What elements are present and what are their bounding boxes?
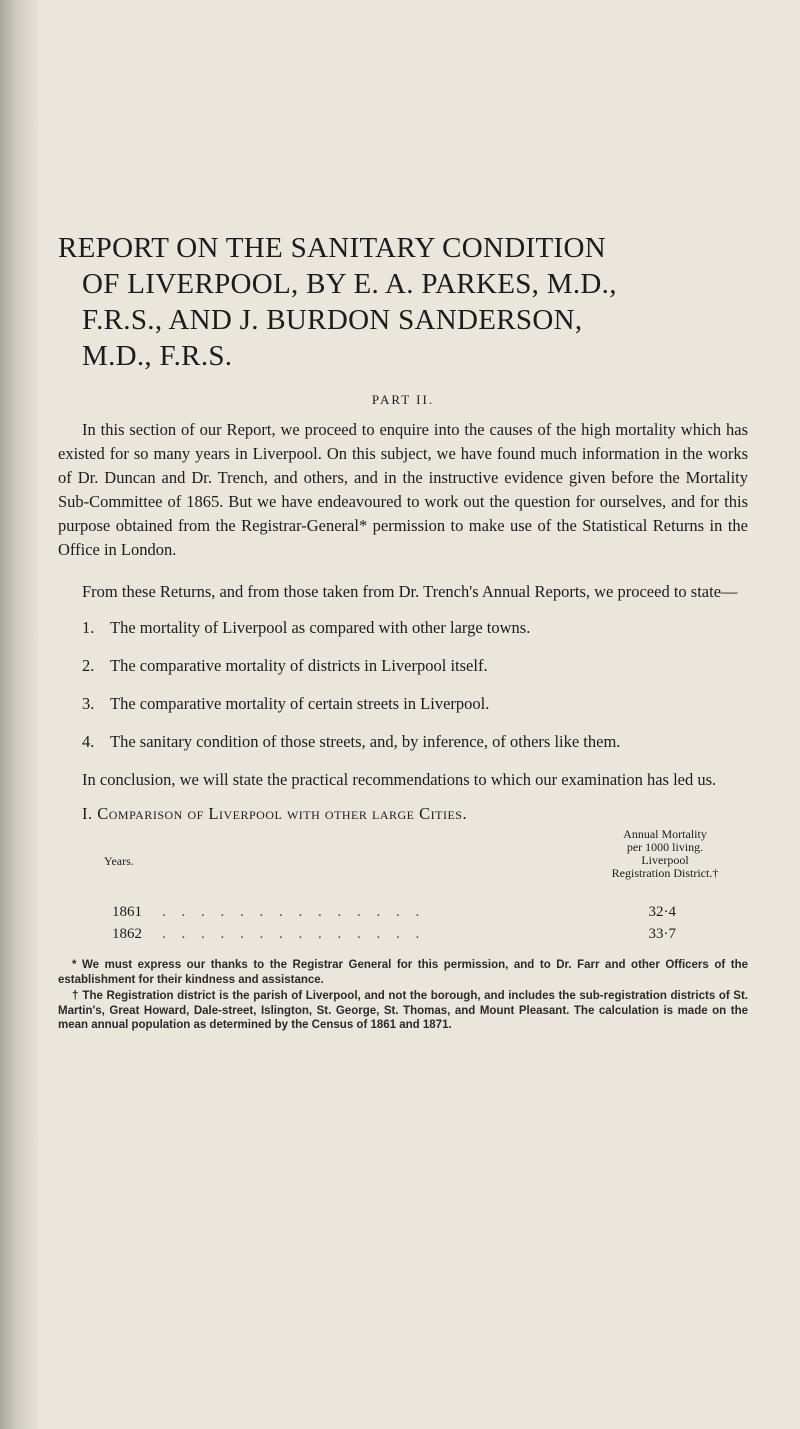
row-year: 1862 (112, 926, 142, 942)
row-leader: . . . . . . . . . . . . . . (162, 926, 426, 942)
page-edge-shadow (0, 0, 38, 1429)
report-title (58, 230, 748, 374)
conclusion-paragraph: In conclusion, we will state the practical recommendations to which our examination has led us. (82, 770, 717, 789)
topic-list (58, 616, 748, 754)
header-line: Liverpool (641, 853, 689, 867)
list-item (58, 654, 748, 678)
title-line: M.D., F.R.S. (82, 340, 233, 372)
column-header-years: Years. (104, 854, 134, 868)
list-number: 4. (82, 732, 95, 751)
list-item (58, 692, 748, 716)
column-header-mortality (590, 828, 740, 880)
list-text: The mortality of Liverpool as compared with other large towns. (110, 618, 531, 637)
row-year: 1861 (112, 904, 142, 920)
header-line: Registration District.† (611, 866, 719, 880)
row-value: 32·4 (648, 904, 676, 920)
title-line: F.R.S., AND J. BURDON SANDERSON, (82, 304, 583, 336)
list-number: 1. (82, 618, 95, 637)
title-line: OF LIVERPOOL, BY E. A. PARKES, M.D., (82, 268, 617, 300)
table-row (58, 902, 748, 924)
list-number: 3. (82, 694, 95, 713)
section-heading: I. Comparison of Liverpool with other large Cities. (82, 804, 468, 823)
row-leader: . . . . . . . . . . . . . . (162, 904, 426, 920)
table-header (58, 828, 748, 902)
list-number: 2. (82, 656, 95, 675)
mortality-table (58, 828, 748, 946)
table-row (58, 924, 748, 946)
header-line: Annual Mortality (623, 827, 707, 841)
footnote: * We must express our thanks to the Registrar General for this permission, and to Dr. Farr and other Officers of the establishment for their kindness and assistance. (58, 959, 748, 986)
list-text: The comparative mortality of certain streets in Liverpool. (110, 694, 490, 713)
list-text: The comparative mortality of districts in Liverpool itself. (110, 656, 488, 675)
footnotes (58, 958, 748, 1033)
footnote: † The Registration district is the parish of Liverpool, and not the borough, and includes the sub-registration districts of St. Martin's, Great Howard, Dale-street, Islington, St. George, St. Thomas, and Mount Pleasant. The calculation is made on the mean annual population as determined by the Census of 1861 and 1871. (58, 990, 748, 1031)
header-line: per 1000 living. (626, 840, 704, 854)
list-text: The sanitary condition of those streets, and, by inference, of others like them. (110, 732, 621, 751)
intro-paragraph: In this section of our Report, we proceed to enquire into the causes of the high mortality which has existed for so many years in Liverpool. On this subject, we have found much information in the works of Dr. Duncan and Dr. Trench, and others, and in the instructive evidence given before the Mortality Sub-Committee of 1865. But we have endeavoured to work out the question for ourselves, and for this purpose obtained from the Registrar-General* permission to make use of the Statistical Returns in the Office in London. (58, 420, 748, 559)
title-line: REPORT ON THE SANITARY CONDITION (58, 232, 606, 264)
list-item (58, 616, 748, 640)
part-label: PART II. (371, 392, 435, 407)
page-content (58, 230, 748, 1035)
returns-paragraph: From these Returns, and from those taken from Dr. Trench's Annual Reports, we proceed to state— (82, 582, 738, 601)
list-item (58, 730, 748, 754)
row-value: 33·7 (648, 926, 676, 942)
